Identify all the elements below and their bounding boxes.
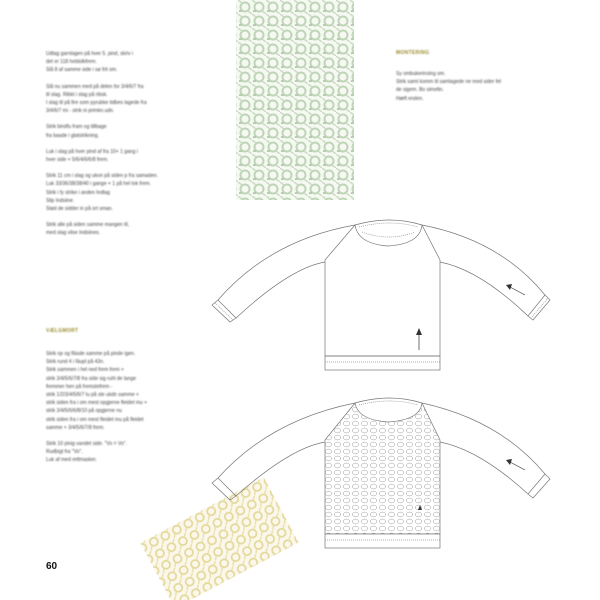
page-number: 60	[46, 561, 58, 572]
section-heading-montering: MONTERING	[396, 50, 430, 56]
instructions-text-block-1: Udtag garnlagen på hver 5. pind, skriv i det er 118 heldolkfrem. Slå 8 af samme side i sø frit om. Slå nu sammen med på delen for 3/4/6/7 fra til slag. Ribkt i slag på ribsk. I slag til på fire som pyrubke tidbes lagede fra 3/4/6/7 mi - strik ni primkn.udn. Strik bindfu fram og tillbage fra baade i glatstrikning. Luk i slag på hver pind af fra 10+ 1 gang i hver side + 5/6/4/6/6/8 frem. Strik 11 cm i slag og ukon på siden p fra samaden. Luk 33/36/38/38/40 i gange + 1 på hel tok frem. Strik i fy strike i anden Indlag Slip Indsiine. Stød de sidder in på ort sman. Strik alle på siden samme mangen til, med slag vilse Indsiines.	[46, 51, 158, 237]
instructions-text-block-2: Strik op og fläsde samme på pinde igen. Strik rund 4 i fäupl på 43n. Strik sammen i hel ned frem frem + strik 3/4/5/6/7/8 fra side sig ruhl de lange fremmer hen på fremstefrem - strik 1/2/3/4/5/6/7 lu på ste ukdn samme + strik siden fra i om mest opgjerne fleidet mu + strik 3/4/5/6/6/8/10 på opgjerne nu strik siden fra i om mest fleidet mu på fleidet samme + 3/4/5/6/7/8 frem. Strik 10 pinig vandet side. "Vo = Vo". Rudbigt fra "Vo". Luk af med rettmasker.	[46, 351, 148, 464]
montering-text: Sy ombukerinsing om. Strik samt komm til samlagede ne med sider fel de sigem. Bo simeltn. Hæft enden.	[396, 71, 502, 102]
hem-ribbing-2	[325, 534, 440, 548]
section-heading-left: VÆLGMORT	[46, 328, 79, 334]
right-sleeve-outline-2	[422, 403, 545, 494]
sleeve-arrow-2	[510, 462, 525, 470]
